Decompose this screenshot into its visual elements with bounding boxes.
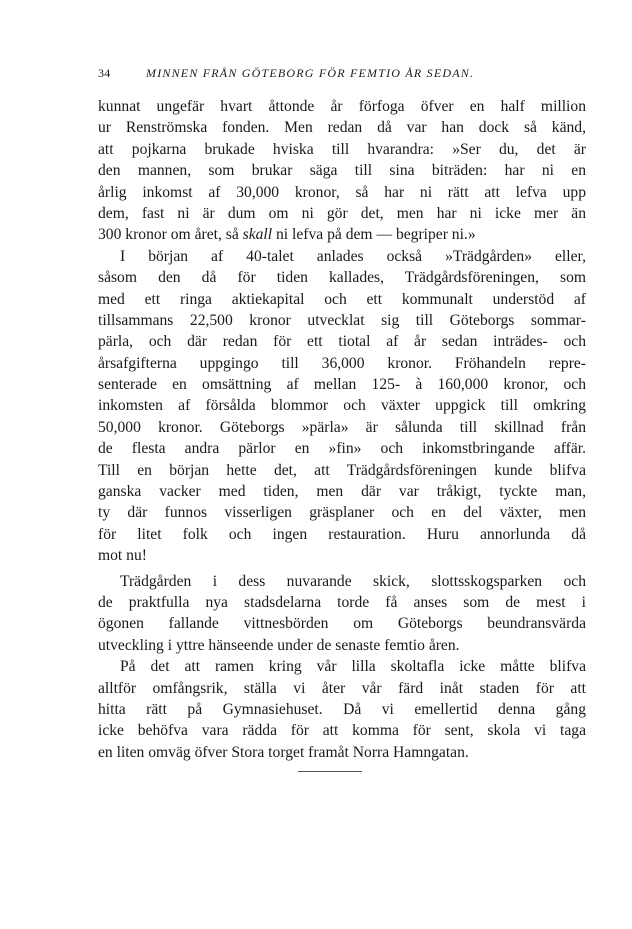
- text-line: de praktfulla nya stadsdelarna torde få anses som de mest i: [98, 593, 586, 611]
- text-line: årsafgifterna uppgingo till 36,000 kronor. Fröhandeln repre-: [98, 354, 586, 372]
- end-rule: [298, 771, 362, 772]
- text-line: med ett ringa aktiekapital och ett kommunalt understöd af: [98, 290, 586, 308]
- text-line: hitta rätt på Gymnasiehuset. Då vi emellertid denna gång: [98, 700, 586, 718]
- text-line: utveckling i yttre hänseende under de senaste femtio åren.: [98, 636, 460, 654]
- text-line: I början af 40-talet anlades också »Trädgården» eller,: [120, 247, 586, 265]
- text-line: kunnat ungefär hvart åttonde år förfoga öfver en half million: [98, 98, 586, 115]
- text-line: för litet folk och ingen restauration. Huru annorlunda då: [98, 525, 586, 543]
- running-title: MINNEN FRÅN GÖTEBORG FÖR FEMTIO ÅR SEDAN.: [146, 66, 475, 80]
- text-line: den mannen, som brukar säga till sina biträden: har ni en: [98, 162, 586, 180]
- page-header: [98, 64, 586, 84]
- text-line: På det att ramen kring vår lilla skoltafla icke måtte blifva: [120, 658, 586, 676]
- text-line: 50,000 kronor. Göteborgs »pärla» är sålunda till skillnad från: [98, 418, 586, 436]
- text-line: pärla, och där redan för ett tiotal af år sedan inträdes- och: [98, 333, 586, 351]
- page-number: 34: [98, 66, 111, 80]
- text-line: såsom den då för tiden kallades, Trädgårdsföreningen, som: [98, 269, 586, 287]
- text-line: inkomsten af försålda blommor och växter uppgick till omkring: [98, 397, 586, 415]
- text-line: Till en början hette det, att Trädgårdsföreningen kunde blifva: [98, 461, 586, 479]
- text-line: att pojkarna brukade hviska till hvarandra: »Ser du, det är: [98, 140, 586, 158]
- text-line: ur Renströmska fonden. Men redan då var han dock så känd,: [98, 119, 586, 137]
- text-line: mot nu!: [98, 547, 147, 565]
- text-line: Trädgården i dess nuvarande skick, slottsskogsparken och: [120, 572, 586, 590]
- body-text: [98, 96, 586, 763]
- text-line: tillsammans 22,500 kronor utvecklat sig till Göteborgs sommar-: [98, 311, 586, 329]
- text-line: ögonen fallande vittnesbörden om Göteborgs beundransvärda: [98, 615, 586, 633]
- text-line: alltför omfångsrik, ställa vi åter vår färd inåt staden för att: [98, 679, 586, 697]
- text-line: årlig inkomst af 30,000 kronor, så har ni rätt att lefva upp: [98, 183, 586, 201]
- text-line-with-italic: 300 kronor om året, så skall ni lefva på dem — begriper ni.»: [98, 226, 476, 244]
- text-line: senterade en omsättning af mellan 125- à 160,000 kronor, och: [98, 376, 586, 394]
- text-line: en liten omväg öfver Stora torget framåt Norra Hamngatan.: [98, 743, 469, 761]
- italic-emphasis: skall: [242, 226, 273, 244]
- text-line: ganska vacker med tiden, men där var tråkigt, tyckte man,: [98, 483, 586, 501]
- text-line: dem, fast ni är dum om ni gör det, men har ni icke mer än: [98, 204, 586, 222]
- text-line: icke behöfva vara rädda för att komma för sent, skola vi taga: [98, 722, 586, 740]
- text-line: ty där funnos visserligen gräsplaner och en del växter, men: [98, 504, 586, 522]
- text-line: de flesta andra pärlor en »fin» och inkomstbringande affär.: [98, 440, 586, 458]
